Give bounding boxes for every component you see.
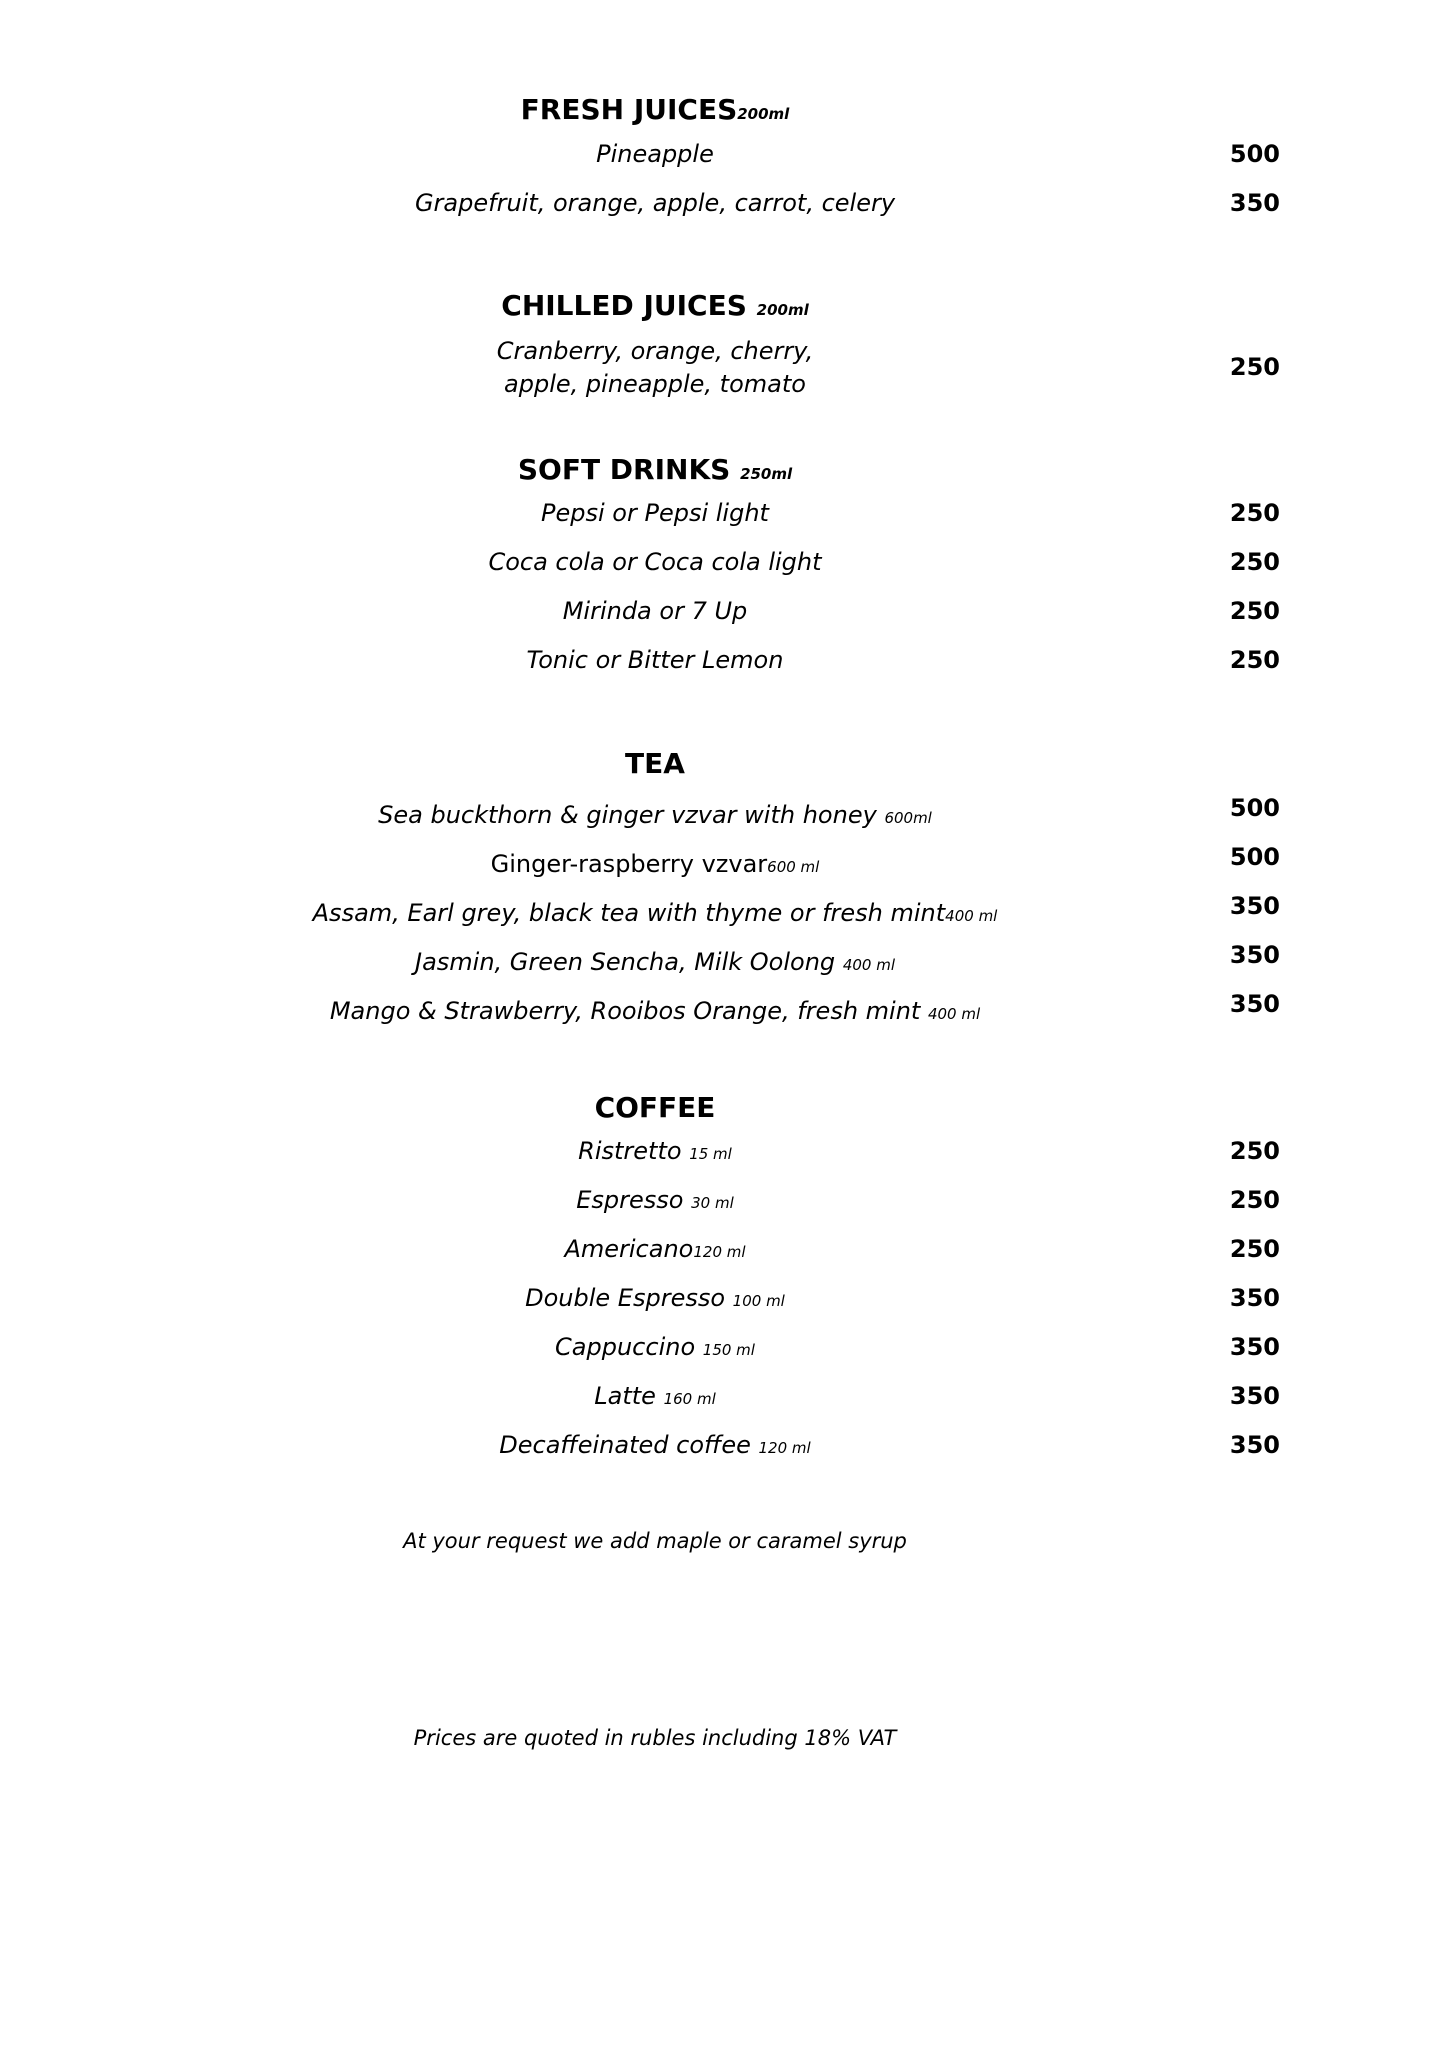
section-volume: 200ml: [756, 301, 809, 319]
menu-item-name: [0, 1234, 1310, 1267]
menu-item-name: [0, 898, 1310, 931]
menu-item-volume: 400 ml: [945, 907, 998, 925]
menu-item-label: Decaffeinated coffee: [499, 1431, 751, 1459]
menu-item-price: 500: [1229, 140, 1280, 168]
menu-item-price: 250: [1229, 646, 1280, 674]
menu-item-price: 350: [1229, 189, 1280, 217]
menu-item-price: 250: [1229, 548, 1280, 576]
menu-item-label: Latte: [594, 1382, 656, 1410]
menu-item-price: 250: [1229, 353, 1280, 381]
menu-item-volume: 120 ml: [693, 1243, 746, 1261]
menu-item-volume: 600ml: [884, 809, 932, 827]
section-title-soft-drinks: [0, 453, 1310, 491]
menu-item-price: 350: [1229, 1333, 1280, 1361]
menu-item-label: Mango & Strawberry, Rooibos Orange, fresh mint: [329, 997, 921, 1025]
menu-item-volume: 400 ml: [927, 1005, 981, 1023]
menu-item-volume: 30 ml: [691, 1194, 734, 1212]
menu-item-name-cont: apple, pineapple, tomato: [504, 370, 806, 398]
menu-item-volume: 120 ml: [758, 1439, 811, 1457]
section-title-chilled-juices: [0, 289, 1310, 327]
menu-item-price: 350: [1229, 892, 1280, 920]
menu-item-volume: 15 ml: [689, 1145, 732, 1163]
menu-item-label: Espresso: [576, 1186, 684, 1214]
menu-item-price: 350: [1229, 1382, 1280, 1410]
section-title-text: SOFT DRINKS: [517, 453, 731, 486]
menu-item-price: 250: [1229, 1137, 1280, 1165]
section-title-text: FRESH JUICES: [520, 93, 738, 126]
menu-item-name: [0, 1381, 1310, 1414]
menu-item-label: Assam, Earl grey, black tea with thyme or fresh mint: [312, 899, 946, 927]
syrup-note: At your request we add maple or caramel syrup: [403, 1529, 907, 1553]
menu-item-name: [0, 1430, 1310, 1463]
menu-item-price: 500: [1229, 794, 1280, 822]
menu-item-name: Grapefruit, orange, apple, carrot, celery: [414, 189, 896, 217]
menu-item-label: Sea buckthorn & ginger vzvar with honey: [378, 801, 877, 829]
menu-item-name: [0, 1283, 1310, 1316]
menu-item-name: Coca cola or Coca cola light: [488, 548, 822, 576]
menu-item-volume: 100 ml: [732, 1292, 785, 1310]
menu-item-volume: 400 ml: [842, 956, 895, 974]
menu-item-name: [0, 800, 1310, 833]
menu-item-label: Ginger-raspberry vzvar: [490, 850, 768, 878]
section-volume: 200ml: [737, 105, 790, 123]
menu-item-name: [0, 1185, 1310, 1218]
menu-item-price: 500: [1229, 843, 1280, 871]
menu-item-name: [0, 996, 1310, 1029]
menu-item-volume: 160 ml: [663, 1390, 716, 1408]
menu-item-label: Cappuccino: [555, 1333, 696, 1361]
menu-item-price: 350: [1229, 941, 1280, 969]
menu-item-price: 250: [1229, 499, 1280, 527]
section-title-coffee: [0, 1091, 1310, 1125]
menu-item-name: Mirinda or 7 Up: [562, 597, 748, 625]
menu-item-volume: 600 ml: [767, 858, 820, 876]
section-title-fresh-juices: [0, 93, 1310, 131]
menu-item-name: [0, 947, 1310, 980]
menu-item-price: 350: [1229, 1284, 1280, 1312]
menu-item-volume: 150 ml: [702, 1341, 755, 1359]
menu-item-price: 350: [1229, 1431, 1280, 1459]
menu-item-label: Jasmin, Green Sencha, Milk Oolong: [415, 948, 836, 976]
price-note: Prices are quoted in rubles including 18% VAT: [413, 1726, 897, 1750]
menu-item-label: Ristretto: [578, 1137, 682, 1165]
menu-item-name: [0, 1136, 1310, 1169]
menu-item-price: 250: [1229, 1235, 1280, 1263]
menu-item-name: Tonic or Bitter Lemon: [526, 646, 784, 674]
menu-item-name: [0, 849, 1310, 882]
section-title-text: CHILLED JUICES: [501, 289, 747, 322]
menu-item-price: 250: [1229, 597, 1280, 625]
menu-item-price: 350: [1229, 990, 1280, 1018]
section-title-text: COFFEE: [594, 1091, 716, 1124]
section-title-text: TEA: [625, 747, 685, 780]
section-title-tea: [0, 747, 1310, 781]
menu-item-price: 250: [1229, 1186, 1280, 1214]
menu-item-label: Americano: [564, 1235, 694, 1263]
section-volume: 250ml: [740, 465, 793, 483]
menu-item-name: [0, 1332, 1310, 1365]
menu-item-name: Pineapple: [596, 140, 714, 168]
menu-item-name: Cranberry, orange, cherry,: [496, 337, 814, 365]
menu-item-label: Double Espresso: [525, 1284, 726, 1312]
menu-item-name: Pepsi or Pepsi light: [541, 499, 769, 527]
